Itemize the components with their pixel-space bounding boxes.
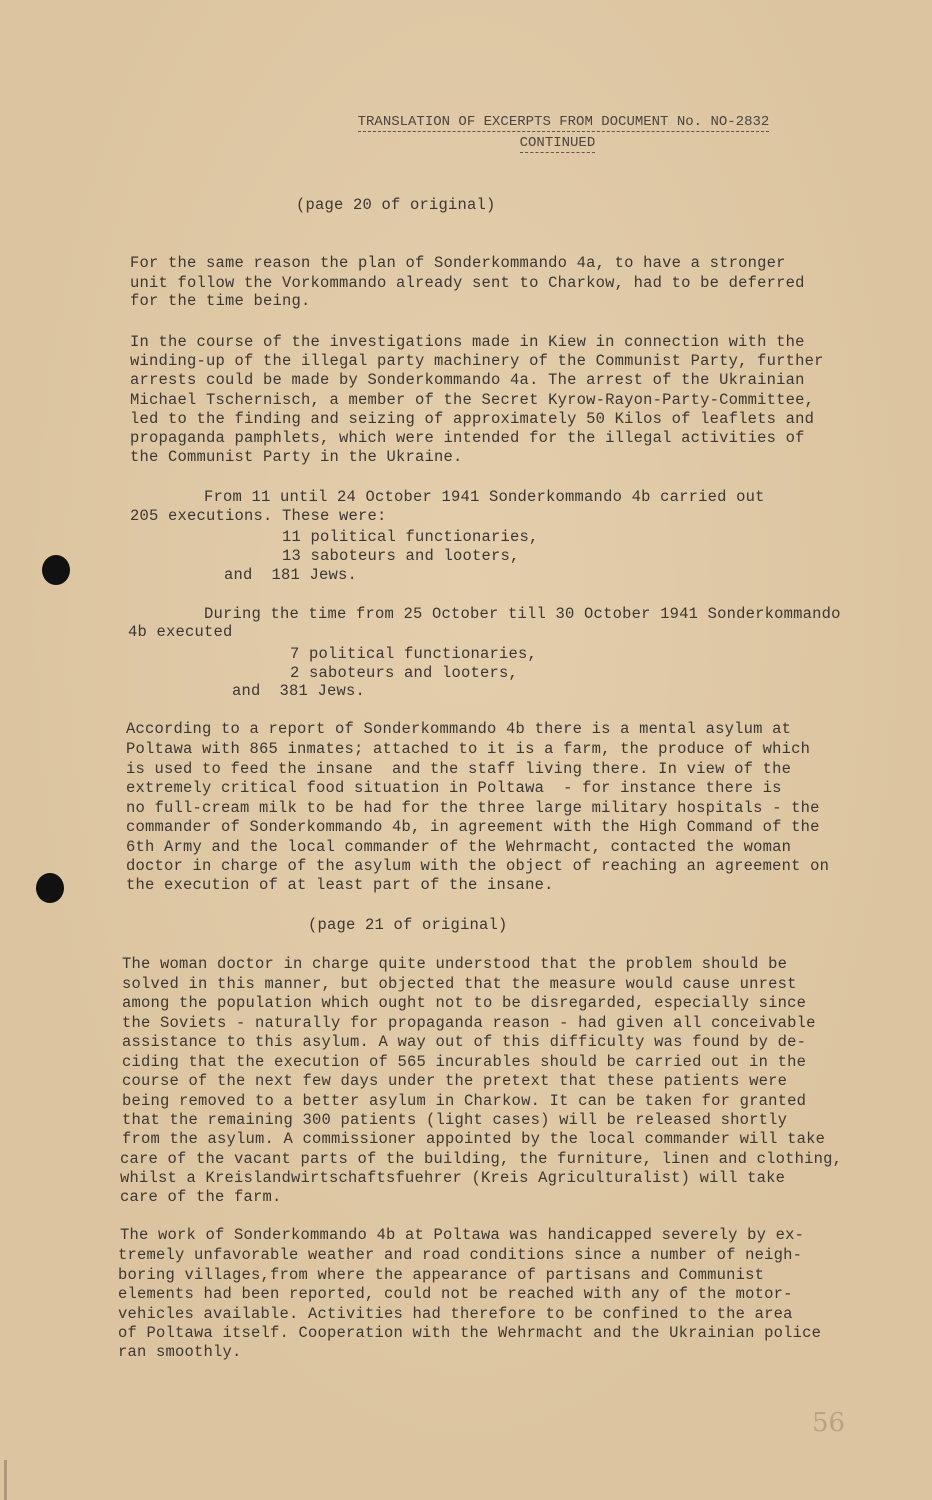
paragraph-line: boring villages,from where the appearance of partisans and Communist: [118, 1266, 765, 1284]
page-marker-20: (page 20 of original): [296, 196, 496, 214]
paragraph-line: unit follow the Vorkommando already sent to Charkow, had to be deferred: [130, 274, 805, 292]
paragraph-line: led to the finding and seizing of approximately 50 Kilos of leaflets and: [130, 410, 815, 428]
paragraph-line: assistance to this asylum. A way out of this difficulty was found by de-: [122, 1033, 807, 1051]
list-line: 11 political functionaries,: [282, 528, 539, 546]
list-line: and 181 Jews.: [224, 566, 358, 584]
paragraph-line: for the time being.: [130, 292, 311, 310]
list-line: 13 saboteurs and looters,: [282, 547, 520, 565]
paragraph-line: ran smoothly.: [118, 1343, 242, 1361]
paragraph-line: commander of Sonderkommando 4b, in agreement with the High Command of the: [126, 818, 820, 836]
paragraph-line: the Soviets - naturally for propaganda reason - had given all conceivable: [122, 1014, 816, 1032]
paragraph-line: the Communist Party in the Ukraine.: [130, 448, 463, 466]
paragraph-line: solved in this manner, but objected that the measure would cause unrest: [122, 975, 797, 993]
paragraph-line: being removed to a better asylum in Charkow. It can be taken for granted: [122, 1092, 807, 1110]
list-line: and 381 Jews.: [232, 682, 366, 700]
paragraph-line: course of the next few days under the pretext that these patients were: [122, 1072, 788, 1090]
document-subtitle: [486, 119, 595, 167]
paragraph-line: During the time from 25 October till 30 October 1941 Sonderkommando: [204, 605, 841, 623]
paragraph-line: of Poltawa itself. Cooperation with the Wehrmacht and the Ukrainian police: [118, 1324, 822, 1342]
paragraph-line: For the same reason the plan of Sonderkommando 4a, to have a stronger: [130, 254, 786, 272]
title-line-2: CONTINUED: [519, 135, 596, 151]
paragraph-line: vehicles available. Activities had therefore to be confined to the area: [118, 1305, 793, 1323]
paragraph-line: tremely unfavorable weather and road conditions since a number of neigh-: [118, 1246, 803, 1264]
punch-hole-icon: [42, 555, 70, 585]
paragraph-line: propaganda pamphlets, which were intended for the illegal activities of: [130, 429, 805, 447]
paragraph-line: extremely critical food situation in Poltawa - for instance there is: [126, 779, 782, 797]
paragraph-line: Michael Tschernisch, a member of the Secret Kyrow-Rayon-Party-Committee,: [130, 391, 815, 409]
paragraph-line: from the asylum. A commissioner appointed by the local commander will take: [122, 1130, 826, 1148]
paragraph-line: arrests could be made by Sonderkommando 4a. The arrest of the Ukrainian: [130, 371, 805, 389]
title-line-1: TRANSLATION OF EXCERPTS FROM DOCUMENT No. NO-2832: [357, 114, 770, 130]
paragraph-line: whilst a Kreislandwirtschaftsfuehrer (Kreis Agriculturalist) will take: [120, 1169, 786, 1187]
punch-hole-icon: [36, 873, 64, 903]
paragraph-line: From 11 until 24 October 1941 Sonderkommando 4b carried out: [204, 488, 765, 506]
paragraph-line: winding-up of the illegal party machinery of the Communist Party, further: [130, 352, 824, 370]
paragraph-line: the execution of at least part of the insane.: [126, 876, 554, 894]
paragraph-line: In the course of the investigations made in Kiew in connection with the: [130, 333, 805, 351]
paragraph-line: doctor in charge of the asylum with the object of reaching an agreement on: [126, 857, 830, 875]
paragraph-line: The woman doctor in charge quite understood that the problem should be: [122, 955, 788, 973]
paragraph-line: ciding that the execution of 565 incurables should be carried out in the: [122, 1053, 807, 1071]
list-line: 7 political functionaries,: [290, 645, 538, 663]
page-marker-21: (page 21 of original): [308, 916, 508, 934]
paragraph-line: care of the vacant parts of the building, the furniture, linen and clothing,: [120, 1150, 843, 1168]
page-number-stamp: 56: [812, 1408, 846, 1438]
paragraph-line: among the population which ought not to be disregarded, especially since: [122, 994, 807, 1012]
paragraph-line: is used to feed the insane and the staff living there. In view of the: [126, 760, 792, 778]
paragraph-line: elements had been reported, could not be reached with any of the motor-: [118, 1285, 793, 1303]
paragraph-line: care of the farm.: [120, 1188, 282, 1206]
paragraph-line: According to a report of Sonderkommando 4b there is a mental asylum at: [126, 720, 792, 738]
paragraph-line: 205 executions. These were:: [130, 507, 387, 525]
paragraph-line: 6th Army and the local commander of the Wehrmacht, contacted the woman: [126, 838, 792, 856]
paragraph-line: 4b executed: [128, 623, 233, 641]
paragraph-line: The work of Sonderkommando 4b at Poltawa was handicapped severely by ex-: [120, 1226, 805, 1244]
paragraph-line: Poltawa with 865 inmates; attached to it is a farm, the produce of which: [126, 740, 811, 758]
paper-edge-mark: [4, 1460, 7, 1500]
list-line: 2 saboteurs and looters,: [290, 664, 519, 682]
paragraph-line: that the remaining 300 patients (light cases) will be released shortly: [122, 1111, 788, 1129]
paragraph-line: no full-cream milk to be had for the three large military hospitals - the: [126, 799, 820, 817]
